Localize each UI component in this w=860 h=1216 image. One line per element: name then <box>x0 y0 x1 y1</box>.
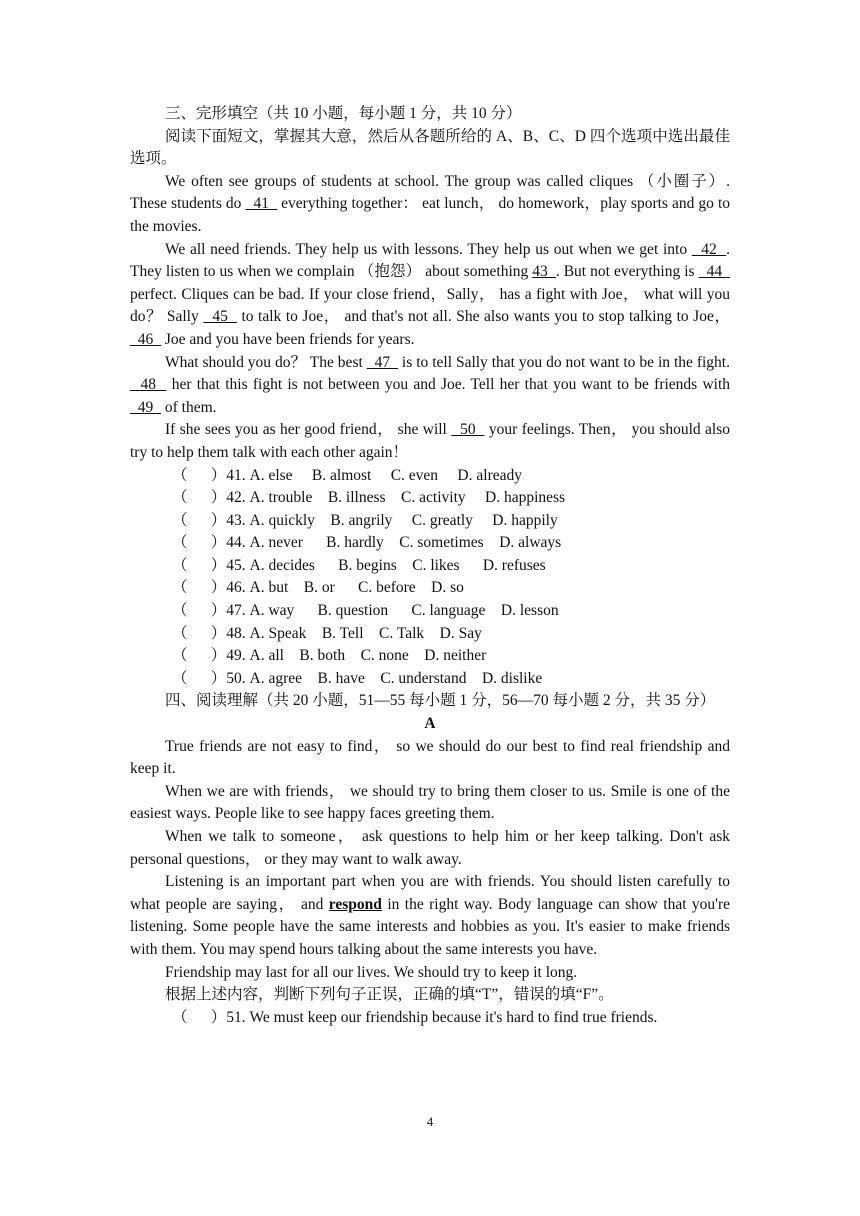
reading-paragraph-5: Friendship may last for all our lives. We should try to keep it long. <box>165 963 578 981</box>
text-run: everything together： eat lunch， do homework，play sports and go to the movies. <box>130 195 731 235</box>
page-number: 4 <box>426 1114 434 1129</box>
option-line-41: （ ）41. A. else B. almost C. even D. already <box>172 466 522 484</box>
blank-43: 43 <box>532 263 556 281</box>
cloze-paragraph-4 <box>130 419 730 464</box>
text-run: We all need friends. They help us with lessons. They help us out when we get into <box>165 240 692 258</box>
text-run: Joe and you have been friends for years. <box>161 330 415 348</box>
section3-instruction: 阅读下面短文，掌握其大意，然后从各题所给的 A、B、C、D 四个选项中选出最佳选项。 <box>130 127 730 168</box>
option-line-48: （ ）48. A. Speak B. Tell C. Talk D. Say <box>172 624 482 642</box>
reading-paragraph-4 <box>130 871 730 961</box>
blank-45: 45 <box>203 308 237 326</box>
text-run: . They listen to us when we complain （抱怨） about something <box>130 240 730 281</box>
blank-49: 49 <box>130 398 161 416</box>
text-run: is to tell Sally that you do not want to be in the fight. <box>397 353 730 371</box>
document-page <box>130 103 730 1029</box>
text-run: perfect. Cliques can be bad. If your close friend，Sally， has a fight with Joe， what will you do？ Sally <box>130 285 730 326</box>
passage-label: A <box>424 715 436 733</box>
text-run: . But not everything is <box>555 263 699 281</box>
reading-paragraph-1: True friends are not easy to find， so we should do our best to find real friendship and keep it. <box>130 737 730 778</box>
blank-48: 48 <box>130 376 167 394</box>
text-run: Listening is an important part when you are with friends. You should listen carefully to what people are saying， and <box>130 873 730 913</box>
blank-42: 42 <box>691 240 727 258</box>
keyword-respond: respond <box>328 895 382 913</box>
option-line-42: （ ）42. A. trouble B. illness C. activity D. happiness <box>172 489 566 507</box>
blank-47: 47 <box>366 353 398 371</box>
text-run: of them. <box>161 398 217 416</box>
cloze-paragraph-1 <box>130 171 730 239</box>
blank-44: 44 <box>698 263 731 281</box>
option-line-50: （ ）50. A. agree B. have C. understand D. dislike <box>172 669 543 687</box>
text-run: her that this fight is not between you and Joe. Tell her that you want to be friends with <box>166 376 730 394</box>
reading-instruction: 根据上述内容，判断下列句子正误，正确的填“T”，错误的填“F”。 <box>165 986 614 1004</box>
option-line-43: （ ）43. A. quickly B. angrily C. greatly D. happily <box>172 511 558 529</box>
text-run: If she sees you as her good friend， she will <box>165 421 452 439</box>
reading-paragraph-3: When we talk to someone， ask questions to help him or her keep talking. Don't ask personal questions， or they may want to walk away. <box>130 828 730 868</box>
blank-41: 41 <box>245 195 278 213</box>
option-line-45: （ ）45. A. decides B. begins C. likes D. refuses <box>172 556 546 574</box>
text-run: to talk to Joe， and that's not all. She also wants you to stop talking to Joe， <box>236 308 730 326</box>
reading-paragraph-2: When we are with friends， we should try to bring them closer to us. Smile is one of the easiest ways. People like to see happy faces greeting them. <box>130 782 730 823</box>
section4-heading: 四、阅读理解（共 20 小题，51—55 每小题 1 分，56—70 每小题 2 分，共 35 分） <box>165 692 716 710</box>
question-51: （ ）51. We must keep our friendship because it's hard to find true friends. <box>172 1008 658 1026</box>
blank-46: 46 <box>130 330 161 348</box>
option-line-44: （ ）44. A. never B. hardly C. sometimes D. always <box>172 534 562 552</box>
text-run: We often see groups of students at school. The group was called cliques （小圈子）. These students do <box>130 172 730 213</box>
section3-heading: 三、完形填空（共 10 小题，每小题 1 分，共 10 分） <box>165 105 522 122</box>
option-line-47: （ ）47. A. way B. question C. language D. lesson <box>172 602 559 620</box>
text-run: in the right way. Body language can show that you're listening. Some people have the same interests and hobbies as you. It's easier to make friends with them. You may spend hours talking about the same interests you have. <box>130 895 731 958</box>
text-run: What should you do？ The best <box>165 353 367 371</box>
option-line-49: （ ）49. A. all B. both C. none D. neither <box>172 647 487 665</box>
option-line-46: （ ）46. A. but B. or C. before D. so <box>172 579 464 597</box>
blank-50: 50 <box>451 421 485 439</box>
cloze-paragraph-3 <box>130 352 730 420</box>
cloze-paragraph-2 <box>130 239 730 352</box>
text-run: your feelings. Then， you should also try to help them talk with each other again！ <box>130 421 731 461</box>
